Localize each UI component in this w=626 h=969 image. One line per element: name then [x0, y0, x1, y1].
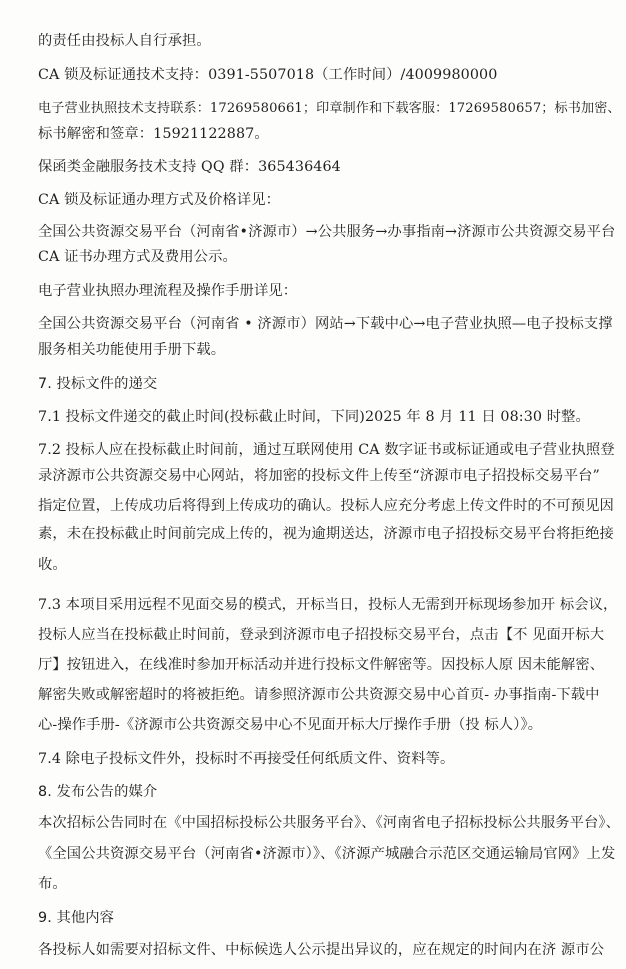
- body-text-line: 保函类金融服务技术支持 QQ 群：365436464: [38, 159, 341, 175]
- body-text-line: 素，未在投标截止时间前完成上传的，视为逾期送达，济源市电子招投标交易平台将拒绝接: [38, 526, 614, 542]
- body-text-line: 7.4 除电子投标文件外，投标时不再接受任何纸质文件、资料等。: [38, 751, 455, 767]
- body-text-line: 全国公共资源交易平台（河南省•济源市）→公共服务→办事指南→济源市公共资源交易平台: [38, 224, 616, 240]
- body-text-line: 电子营业执照办理流程及操作手册详见：: [38, 283, 298, 299]
- body-text-line: 指定位置，上传成功后将得到上传成功的确认。投标人应充分考虑上传文件时的不可预见因: [38, 498, 614, 514]
- body-text-line: 7.2 投标人应在投标截止时间前，通过互联网使用 CA 数字证书或标证通或电子营业执照登: [38, 442, 615, 458]
- body-text-line: 各投标人如需要对招标文件、中标候选人公示提出异议的，应在规定的时间内在济 源市公: [38, 942, 605, 958]
- body-text-line: 7.1 投标文件递交的截止时间(投标截止时间，下同)2025 年 8 月 11 日 08:30 时整。: [38, 409, 590, 425]
- body-text-line: 7.3 本项目采用远程不见面交易的模式，开标当日，投标人无需到开标现场参加开 标会议，: [38, 597, 618, 613]
- section-heading: 9. 其他内容: [38, 910, 115, 926]
- body-text-line: 厅】按钮进入，在线准时参加开标活动并进行投标文件解密等。因投标人原 因未能解密、: [38, 657, 605, 673]
- body-text-line: CA 锁及标证通技术支持：0391-5507018（工作时间）/4009980000: [38, 67, 498, 83]
- body-text-line: 全国公共资源交易平台（河南省 • 济源市）网站→下载中心→电子营业执照—电子投标支撑: [38, 316, 613, 332]
- body-text-line: CA 证书办理方式及费用公示。: [38, 249, 237, 265]
- body-text-line: 《全国公共资源交易平台（河南省•济源市）》、《济源产城融合示范区交通运输局官网》上发: [38, 846, 616, 862]
- body-text-line: 本次招标公告同时在《中国招标投标公共服务平台》、《河南省电子招标投标公共服务平台》、: [38, 815, 620, 831]
- body-text-line: 电子营业执照技术支持联系：17269580661；印章制作和下载客服：17269580657；标书加密、: [38, 101, 621, 116]
- body-text-line: 解密失败或解密超时的将被拒绝。请参照济源市公共资源交易中心首页- 办事指南-下载中: [38, 687, 600, 703]
- body-text-line: 心-操作手册-《济源市公共资源交易中心不见面开标大厅操作手册（投 标人）》。: [38, 717, 543, 733]
- body-text-line: 服务相关功能使用手册下载。: [38, 342, 226, 358]
- body-text-line: 布。: [38, 876, 67, 892]
- section-heading: 8. 发布公告的媒介: [38, 784, 158, 800]
- body-text-line: 收。: [38, 557, 67, 573]
- section-heading: 7. 投标文件的递交: [38, 376, 158, 392]
- body-text-line: 投标人应当在投标截止时间前，登录到济源市电子招投标交易平台，点击【不 见面开标大: [38, 627, 605, 643]
- body-text-line: 的责任由投标人自行承担。: [38, 33, 211, 49]
- body-text-line: 录济源市公共资源交易中心网站，将加密的投标文件上传至“济源市电子招投标交易平台”: [38, 468, 600, 484]
- body-text-line: CA 锁及标证通办理方式及价格详见：: [38, 192, 281, 208]
- body-text-line: 标书解密和签章：15921122887。: [38, 126, 269, 142]
